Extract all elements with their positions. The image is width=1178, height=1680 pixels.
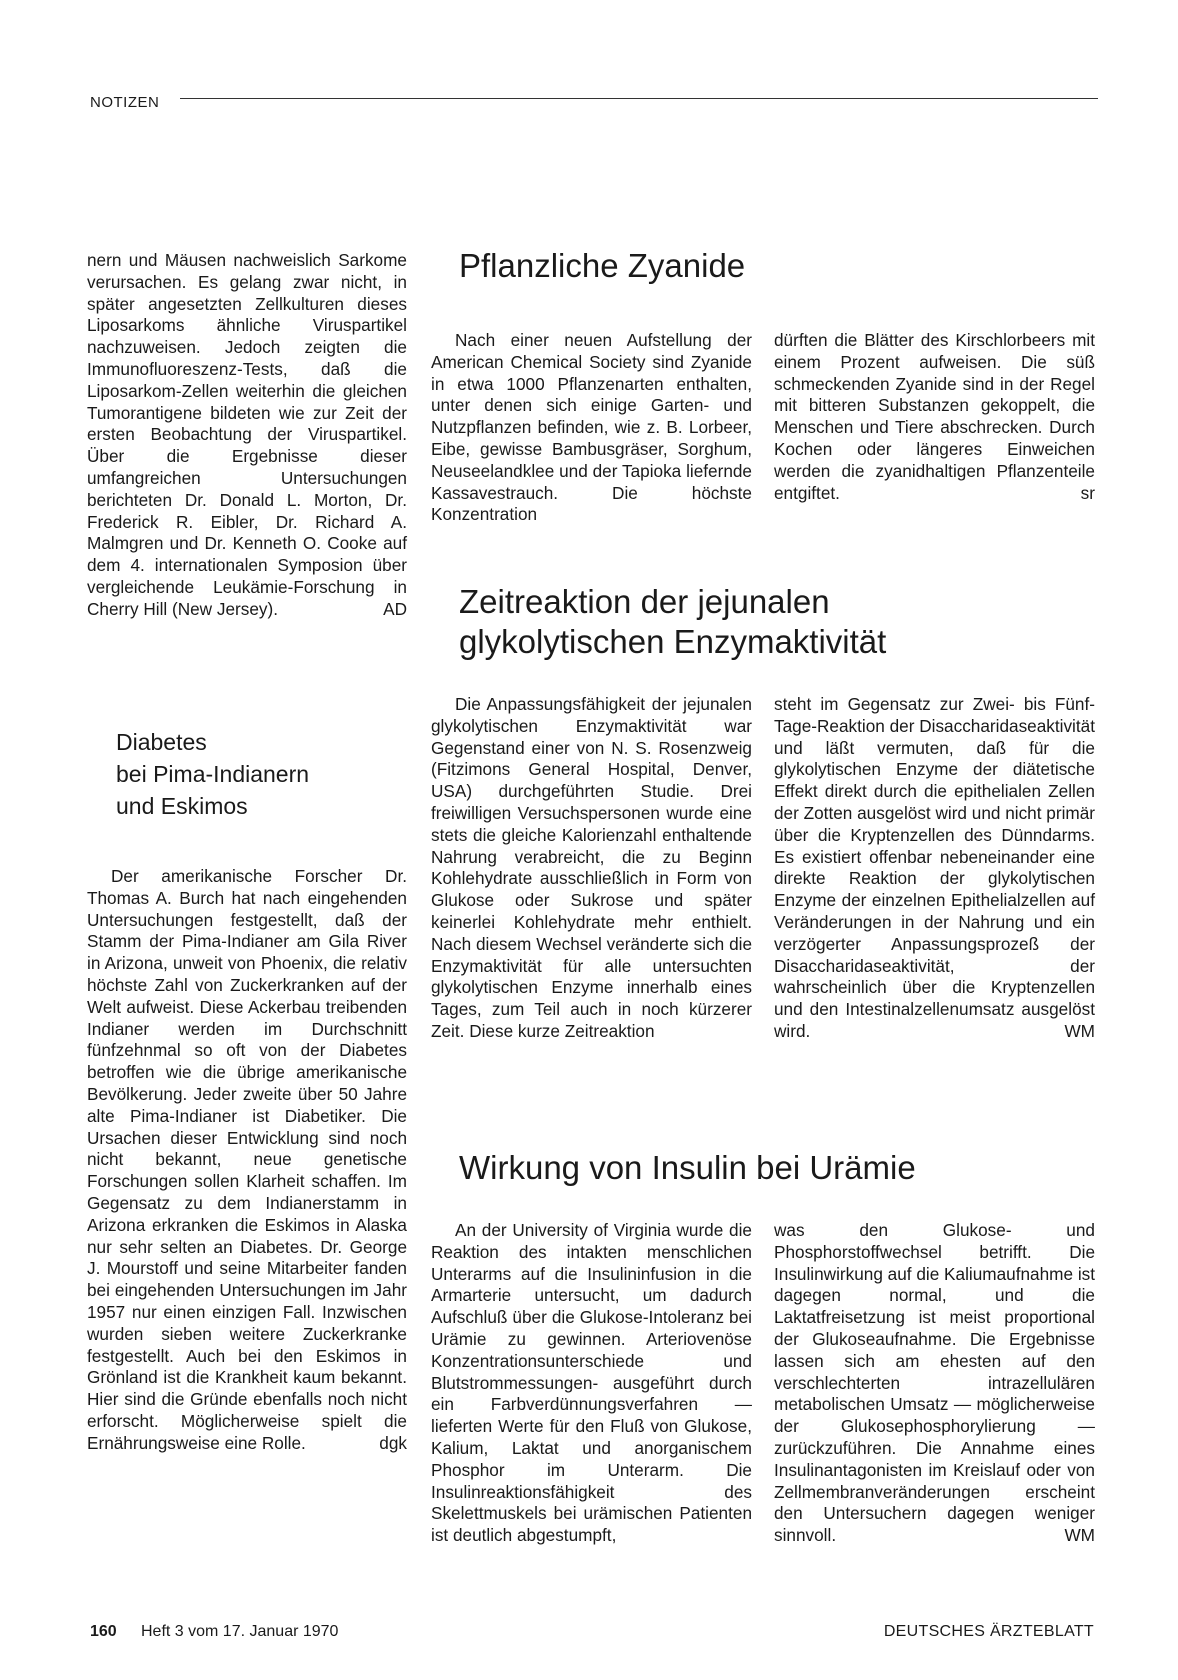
zyanide-title: Pflanzliche Zyanide [459, 247, 746, 284]
diabetes-title-line: und Eskimos [116, 793, 248, 819]
continuation-text: nern und Mäusen nachweislich Sarkome verursachen. Es gelang zwar nicht, in später angesetzten Zellkulturen dieses Liposarkoms ähnliche Viruspartikel nachzuweisen. Jedoch zeigten die Immunofluoreszenz-Tests, daß die Liposarkom-Zellen weiterhin die gleichen Tumorantigene bildeten wie zur Zeit der ersten Beobachtung der Viruspartikel. Über die Ergebnisse dieser umfangreichen Untersuchungen berichteten Dr. Donald L. Morton, Dr. Frederick R. Eibler, Dr. Richard A. Malmgren und Dr. Kenneth O. Cooke auf dem 4. internationalen Symposion über vergleichende Leukämie-Forschung in Cherry Hill (New Jersey). [87, 250, 407, 619]
zyanide-signature: sr [1080, 482, 1095, 503]
diabetes-title-line: bei Pima-Indianern [116, 761, 310, 787]
insulin-signature: WM [1064, 1525, 1095, 1546]
journal-name: DEUTSCHES ÄRZTEBLATT [883, 1623, 1094, 1640]
insulin-text-col2: was den Glukose- und Phosphorstoffwechsel betrifft. Die Insulinwirkung auf die Kaliumaufnahme ist dagegen normal, und die Laktatfreisetzung ist meist proportional der Glukoseaufnahme. Die Ergebnisse lassen sich am ehesten auf den verschlechterten intrazellulären metabolischen Umsatz — möglicherweise der Glukosephosphorylierung — zurückzuführen. Die Annahme eines Insulinantagonisten im Kreislauf oder von Zellmembranveränderungen erscheint den Untersuchern dagegen weniger sinnvoll. [774, 1220, 1096, 1546]
zyanide-text-col2: dürften die Blätter des Kirschlorbeers mit einem Prozent aufweisen. Die süß schmeckenden Zyanide sind in der Regel mit bitteren Substanzen gekoppelt, die Menschen und Tiere abschrecken. Durch Kochen oder längeres Einweichen werden die zyanidhaltigen Pflanzenteile entgiftet. [774, 330, 1095, 503]
zeitreaktion-col2 [774, 694, 1095, 1043]
zeitreaktion-text-col1: Die Anpassungsfähigkeit der jejunalen glykolytischen Enzymaktivität war Gegenstand einer von N. S. Rosenzweig (Fitzimons General Hospital, Denver, USA) durchgeführten Studie. Drei freiwilligen Versuchspersonen wurde eine stets die gleiche Kalorienzahl enthaltende Nahrung verabreicht, die zu Beginn Kohlehydrate ausschließlich in Form von Glukose oder Sukrose und später keinerlei Kohlehydrate mehr enthielt. Nach diesem Wechsel veränderte sich die Enzymaktivität für alle untersuchten glykolytischen Enzyme innerhalb eines Tages, zum Teil auch in noch kürzerer Zeit. Diese kurze Zeitreaktion [431, 694, 752, 1041]
insulin-col1 [431, 1220, 752, 1547]
section-label: NOTIZEN [90, 94, 160, 111]
diabetes-title-line: Diabetes [116, 729, 207, 755]
zeitreaktion-signature: WM [1064, 1020, 1095, 1041]
diabetes-body: Der amerikanische Forscher Dr. Thomas A. Burch hat nach eingehenden Untersuchungen festgestellt, daß der Stamm der Pima-Indianer am Gila River in Arizona, unweit von Phoenix, die relativ höchste Zahl von Zuckerkranken auf der Welt aufweist. Diese Ackerbau treibenden Indianer werden im Durchschnitt fünfzehnmal so oft von der Diabetes betroffen wie die übrige amerikanische Bevölkerung. Jeder zweite über 50 Jahre alte Pima-Indianer ist Diabetiker. Die Ursachen dieser Entwicklung sind noch nicht bekannt, neue genetische Forschungen sollen Klarheit schaffen. Im Gegensatz zu dem Indianerstamm in Arizona erkranken die Eskimos in Alaska nur sehr selten an Diabetes. Dr. George J. Mourstoff und seine Mitarbeiter fanden bei eingehenden Untersuchungen im Jahr 1957 nur einen einzigen Fall. Inzwischen wurden sieben weitere Zuckerkranke festgestellt. Auch bei den Eskimos in Grönland ist die Krankheit kaum bekannt. Hier sind die Gründe ebenfalls noch nicht erforscht. Möglicherweise spielt die Ernährungsweise eine Rolle. [87, 866, 407, 1453]
zeitreaktion-title-line: glykolytischen Enzymaktivität [459, 623, 887, 660]
zeitreaktion-title [459, 582, 1099, 662]
diabetes-signature: dgk [379, 1432, 407, 1453]
zeitreaktion-title-line: Zeitreaktion der jejunalen [459, 583, 830, 620]
zyanide-col1 [431, 330, 752, 526]
diabetes-title [116, 726, 416, 822]
insulin-title: Wirkung von Insulin bei Urämie [459, 1149, 916, 1186]
page-number: 160 [90, 1623, 117, 1640]
zyanide-text-col1: Nach einer neuen Aufstellung der American Chemical Society sind Zyanide in etwa 1000 Pflanzenarten enthalten, unter denen sich einige Garten- und Nutzpflanzen befinden, wie z. B. Lorbeer, Eibe, gewisse Bambusgräser, Sorghum, Neuseelandklee und der Tapioka liefernde Kassavestrauch. Die höchste Konzentration [431, 330, 752, 525]
zyanide-col2 [774, 330, 1095, 504]
zeitreaktion-col1 [431, 694, 752, 1043]
continuation-signature: AD [383, 598, 407, 619]
diabetes-article [87, 866, 407, 1455]
issue-info: Heft 3 vom 17. Januar 1970 [141, 1623, 339, 1640]
zeitreaktion-text-col2: steht im Gegensatz zur Zwei- bis Fünf-Tage-Reaktion der Disaccharidaseaktivität und läßt vermuten, daß für die glykolytischen Enzyme der diätetische Effekt direkt durch die epithelialen Zellen der Zotten ausgelöst wird und nicht primär über die Kryptenzellen des Dünndarms. Es existiert offenbar nebeneinander eine direkte Reaktion der glykolytischen Enzyme der einzelnen Epithelialzellen auf Veränderungen in der Nahrung und ein verzögerter Anpassungsprozeß der Disaccharidaseaktivität, der wahrscheinlich über die Kryptenzellen und den Intestinalzellenumsatz ausgelöst wird. [774, 694, 1095, 1041]
insulin-text-col1: An der University of Virginia wurde die Reaktion des intakten menschlichen Unterarms auf die Insulininfusion in die Armarterie untersucht, um dadurch Aufschluß über die Glukose-Intoleranz bei Urämie zu gewinnen. Arteriovenöse Konzentrationsunterschiede und Blutstrommessungen- ausgeführt durch ein Farbverdünnungsverfahren — lieferten Werte für den Fluß von Glukose, Kalium, Laktat und anorganischem Phosphor im Unterarm. Die Insulinreaktionsfähigkeit des Skelettmuskels bei urämischen Patienten ist deutlich abgestumpft, [431, 1220, 752, 1546]
insulin-col2 [774, 1220, 1095, 1547]
header-rule [180, 98, 1098, 99]
continuation-article [87, 250, 407, 621]
